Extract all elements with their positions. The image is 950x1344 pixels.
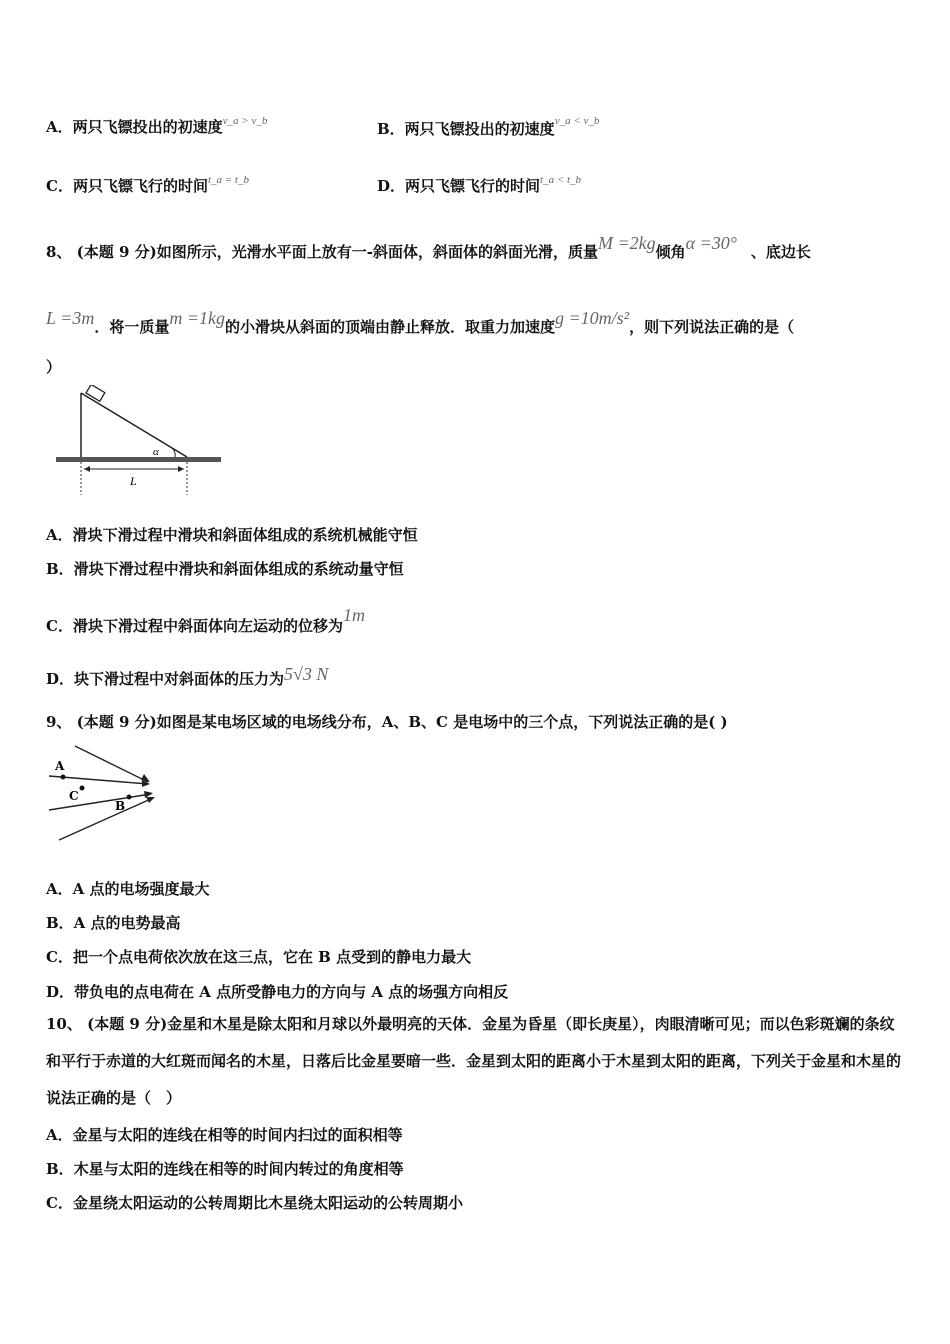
q8-option-d-label: D．块下滑过程中对斜面体的压力为 [46,670,285,688]
q7-option-a [46,115,267,137]
q7-option-a-math: v_a > v_b [222,115,268,127]
q7-option-c [46,174,249,196]
q8-option-c-math: 1m [342,605,365,625]
q8-mass-M: M =2kg [597,233,656,253]
q9-stem: 9、 (本题 9 分)如图是某电场区域的电场线分布，A、B、C 是电场中的三个点，下列说法正确的是( ) [46,713,728,731]
fig-label-c: C [69,789,79,803]
q8-length: L =3m [46,308,95,328]
q10-option-b: B．木星与太阳的连线在相等的时间内转过的角度相等 [46,1160,404,1178]
field-line-1 [75,746,148,782]
q7-option-b [377,115,599,139]
ground-hatch [56,457,221,462]
arrowhead-3 [144,791,153,798]
q7-option-a-label: A．两只飞镖投出的初速度 [46,118,223,136]
q8-option-a: A．滑块下滑过程中滑块和斜面体组成的系统机械能守恒 [46,526,418,544]
q8-stem-part3: 、底边长 [750,243,811,261]
q8-stem-part1: 8、 (本题 9 分)如图所示，光滑水平面上放有一-斜面体，斜面体的斜面光滑，质量 [46,243,598,261]
point-c [80,786,85,791]
q8-stem-part2: 倾角 [655,243,686,261]
q8-option-d-math: 5√3 N [284,664,329,684]
q8-stem-part6: ，则下列说法正确的是（ [629,318,795,336]
q8-stem-close: ） [46,358,62,376]
fig-label-a: A [55,759,65,773]
field-line-3 [49,794,151,810]
q8-stem-part5: 的小滑块从斜面的顶端由静止释放．取重力加速度 [225,318,556,336]
slider-block [86,385,105,401]
q8-option-c-label: C．滑块下滑过程中斜面体向左运动的位移为 [46,617,343,635]
q8-stem-line1 [46,233,811,262]
q10-option-c: C．金星绕太阳运动的公转周期比木星绕太阳运动的公转周期小 [46,1194,463,1212]
q8-stem-line2 [46,308,794,337]
q8-incline-figure [50,385,230,500]
q9-option-b: B．A 点的电势最高 [46,914,181,932]
field-line-4 [59,798,153,840]
incline-slope [81,393,187,457]
q7-option-c-label: C．两只飞镖飞行的时间 [46,177,208,195]
q9-option-c: C．把一个点电荷依次放在这三点，它在 B 点受到的静电力最大 [46,948,472,966]
fig-L-label: L [130,474,137,488]
q10-stem: 10、 (本题 9 分)金星和木星是除太阳和月球以外最明亮的天体．金星为昏星（即长庚星），肉眼清晰可见；而以色彩斑斓的条纹和平行于赤道的大红斑而闻名的木星，日落后比金星要暗一些．金星到太阳的距离小于木星到太阳的距离，下列关于金星和木星的说法正确的是（ ） [46,1015,902,1107]
fig-alpha-label: α [153,446,159,458]
point-b [127,795,132,800]
q10-option-a: A．金星与太阳的连线在相等的时间内扫过的面积相等 [46,1126,403,1144]
q8-option-d [46,664,328,689]
q9-option-d: D．带负电的点电荷在 A 点所受静电力的方向与 A 点的场强方向相反 [46,983,509,1001]
q7-option-d [377,174,581,196]
q8-mass-m: m =1kg [169,308,225,328]
q8-option-c [46,605,365,636]
fig-label-b: B [115,799,126,813]
q7-option-c-math: t_a = t_b [207,174,249,186]
q7-option-d-math: t_a < t_b [540,174,582,186]
q8-gravity: g =10m/s² [555,308,630,328]
point-a [61,775,66,780]
q8-option-b: B．滑块下滑过程中滑块和斜面体组成的系统动量守恒 [46,560,404,578]
q7-option-b-label: B．两只飞镖投出的初速度 [377,120,555,138]
q7-option-b-math: v_a < v_b [554,115,600,127]
q8-stem-part4: ．将一质量 [94,318,170,336]
q8-angle: α =30° [685,233,737,253]
q9-option-a: A．A 点的电场强度最大 [46,880,210,898]
q9-field-lines-figure [45,742,165,842]
q7-option-d-label: D．两只飞镖飞行的时间 [377,177,541,195]
